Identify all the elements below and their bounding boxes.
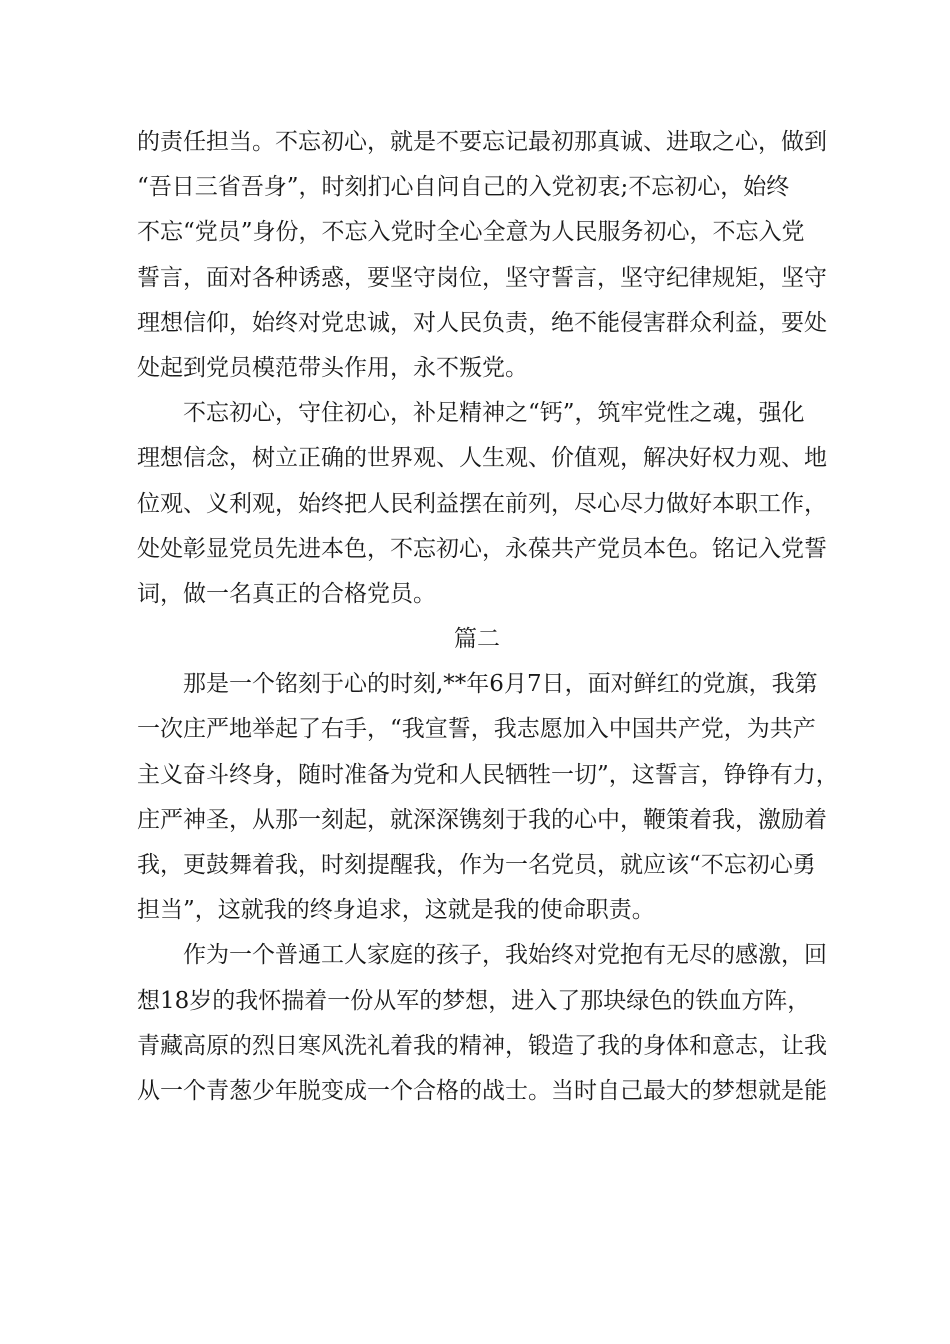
text-line: 那是一个铭刻于心的时刻,**年6月7日，面对鲜红的党旗，我第 [183,671,818,698]
text-line: 处起到党员模范带头作用，永不叛党。 [137,354,528,381]
document-body [137,120,839,1114]
paragraph-1 [137,120,827,391]
text-line: 作为一个普通工人家庭的孩子，我始终对党抱有无尽的感激，回 [183,942,827,969]
text-line: 的责任担当。不忘初心，就是不要忘记最初那真诚、进取之心，做到 [137,129,827,155]
paragraph-3 [137,662,839,933]
text-line: “吾日三省吾身”，时刻扪心自问自己的入党初衷;不忘初心，始终 [137,174,790,201]
text-line: 理想信念，树立正确的世界观、人生观、价值观，解决好权力观、地 [137,445,827,472]
text-line: 一次庄严地举起了右手，“我宣誓，我志愿加入中国共产党，为共产 [137,716,816,743]
text-line: 青藏高原的烈日寒风洗礼着我的精神，锻造了我的身体和意志，让我 [137,1032,827,1059]
text-line: 位观、义利观，始终把人民利益摆在前列，尽心尽力做好本职工作， [137,490,827,517]
paragraph-2 [137,391,827,617]
text-line: 不忘“党员”身份，不忘入党时全心全意为人民服务初心，不忘入党 [137,219,805,246]
text-line: 担当”，这就我的终身追求，这就是我的使命职责。 [137,897,655,924]
text-line: 我，更鼓舞着我，时刻提醒我，作为一名党员，就应该“不忘初心勇 [137,852,816,878]
text-line: 词，做一名真正的合格党员。 [137,580,436,607]
text-line: 不忘初心，守住初心，补足精神之“钙”，筑牢党性之魂，强化 [183,400,805,427]
paragraph-4 [137,933,827,1114]
text-line: 誓言，面对各种诱惑，要坚守岗位，坚守誓言，坚守纪律规矩，坚守 [137,264,827,291]
text-line: 主义奋斗终身，随时准备为党和人民牺牲一切”，这誓言，铮铮有力， [137,761,839,788]
section-heading: 篇二 [454,626,500,653]
text-line: 从一个青葱少年脱变成一个合格的战士。当时自己最大的梦想就是能 [137,1077,827,1104]
text-line: 庄严神圣，从那一刻起，就深深镌刻于我的心中，鞭策着我，激励着 [137,806,827,833]
text-line: 理想信仰，始终对党忠诚，对人民负责，绝不能侵害群众利益，要处 [137,309,827,336]
text-line: 处处彰显党员先进本色，不忘初心，永葆共产党员本色。铭记入党誓 [137,535,827,562]
text-line: 想18岁的我怀揣着一份从军的梦想，进入了那块绿色的铁血方阵， [137,987,811,1014]
